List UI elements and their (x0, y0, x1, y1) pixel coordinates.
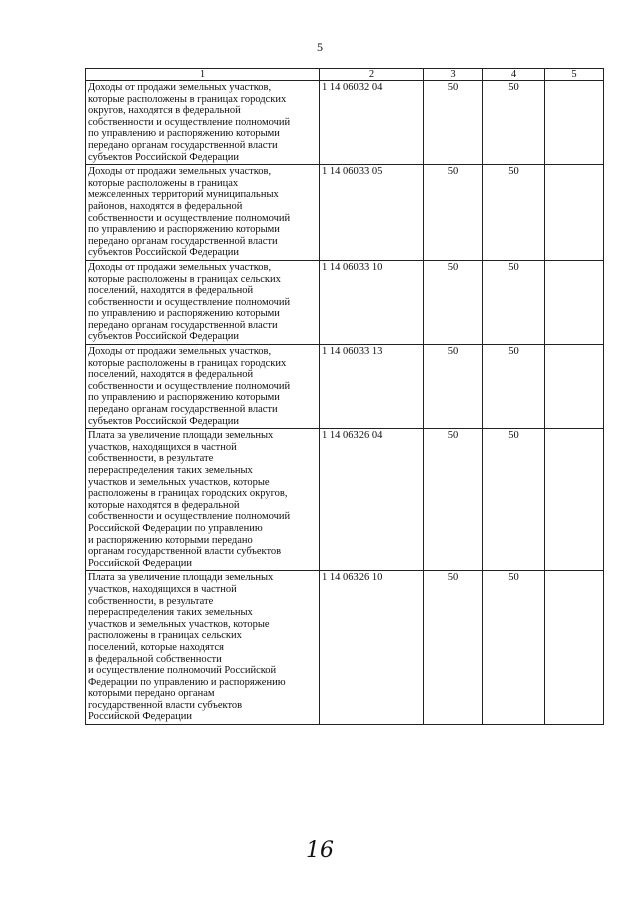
revenue-table (85, 68, 604, 725)
table-header-row (86, 69, 604, 81)
row-code: 1 14 06032 04 (320, 81, 424, 165)
row-code: 1 14 06033 13 (320, 345, 424, 429)
table-row (86, 165, 604, 261)
table-row (86, 429, 604, 571)
row-col4: 50 (483, 81, 545, 165)
header-cell: 2 (320, 69, 424, 81)
row-description: Доходы от продажи земельных участков, которые расположены в границах городских поселений, находятся в федеральной собственности и осуществление полномочий по управлению и распоряжению которыми передано органам государственной власти субъектов Российской Федерации (86, 345, 320, 429)
row-col3: 50 (424, 345, 483, 429)
row-col4: 50 (483, 260, 545, 344)
header-cell: 1 (86, 69, 320, 81)
row-col5 (545, 260, 604, 344)
handwritten-page-number: 16 (306, 838, 334, 863)
row-description: Доходы от продажи земельных участков, которые расположены в границах межселенных территорий муниципальных районов, находятся в федеральной собственности и осуществление полномочий по управлению и распоряжению которыми передано органам государственной власти субъектов Российской Федерации (86, 165, 320, 261)
row-col3: 50 (424, 260, 483, 344)
header-cell: 4 (483, 69, 545, 81)
row-code: 1 14 06326 10 (320, 571, 424, 725)
row-col4: 50 (483, 345, 545, 429)
table-row (86, 81, 604, 165)
row-col3: 50 (424, 571, 483, 725)
row-col5 (545, 165, 604, 261)
row-description: Доходы от продажи земельных участков, которые расположены в границах сельских поселений, находятся в федеральной собственности и осуществление полномочий по управлению и распоряжению которыми передано органам государственной власти субъектов Российской Федерации (86, 260, 320, 344)
row-code: 1 14 06033 05 (320, 165, 424, 261)
row-col4: 50 (483, 571, 545, 725)
header-cell: 3 (424, 69, 483, 81)
row-code: 1 14 06033 10 (320, 260, 424, 344)
row-description: Плата за увеличение площади земельных участков, находящихся в частной собственности, в результате перераспределения таких земельных участков и земельных участков, которые расположены в границах сельских поселений, которые находятся в федеральной собственности и осуществление полномочий Российской Федерации по управлению и распоряжению которыми передано органам государственной власти субъектов Российской Федерации (86, 571, 320, 725)
row-col4: 50 (483, 165, 545, 261)
table-row (86, 260, 604, 344)
row-col3: 50 (424, 81, 483, 165)
row-code: 1 14 06326 04 (320, 429, 424, 571)
row-col5 (545, 429, 604, 571)
row-col3: 50 (424, 165, 483, 261)
row-col5 (545, 571, 604, 725)
header-cell: 5 (545, 69, 604, 81)
row-col4: 50 (483, 429, 545, 571)
page-number: 5 (317, 40, 323, 54)
table-row (86, 345, 604, 429)
row-col5 (545, 345, 604, 429)
row-description: Доходы от продажи земельных участков, которые расположены в границах городских округов, находятся в федеральной собственности и осуществление полномочий по управлению и распоряжению которыми передано органам государственной власти субъектов Российской Федерации (86, 81, 320, 165)
row-col3: 50 (424, 429, 483, 571)
row-description: Плата за увеличение площади земельных участков, находящихся в частной собственности, в результате перераспределения таких земельных участков и земельных участков, которые расположены в границах городских округов, которые находятся в федеральной собственности и осуществление полномочий Российской Федерации по управлению и распоряжению которыми передано органам государственной власти субъектов Российской Федерации (86, 429, 320, 571)
table-row (86, 571, 604, 725)
row-col5 (545, 81, 604, 165)
